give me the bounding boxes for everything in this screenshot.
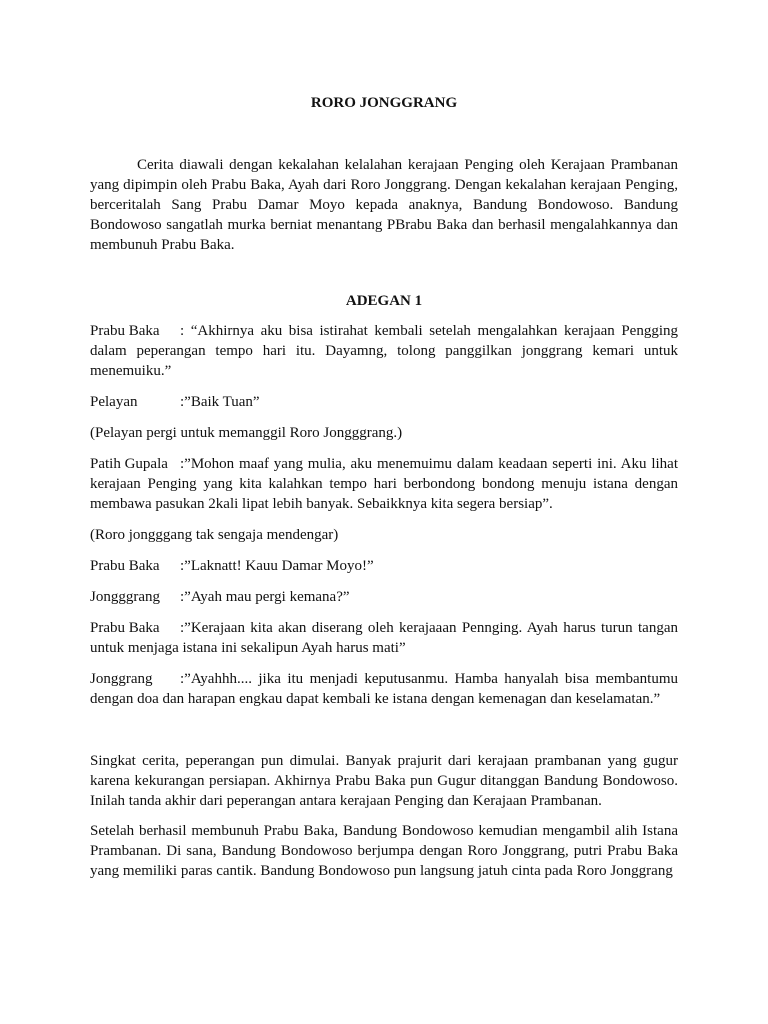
dialogue-line: [90, 556, 678, 576]
narrative-paragraph: Setelah berhasil membunuh Prabu Baka, Bandung Bondowoso kemudian mengambil alih Istana Prambanan. Di sana, Bandung Bondowoso berjumpa dengan Roro Jonggrang, putri Prabu Baka yang memiliki paras cantik. Bandung Bondowoso pun langsung jatuh cinta pada Roro Jonggrang: [90, 823, 678, 879]
speaker-name: Jonggrang: [90, 671, 153, 687]
speaker-name: Prabu Baka: [90, 620, 160, 636]
dialogue-line: [90, 587, 678, 607]
dialogue-text: :”Kerajaan kita akan diserang oleh kerajaaan Pennging. Ayah harus turun tangan untuk menjaga istana ini sekalipun Ayah harus mati”: [90, 620, 678, 656]
stage-direction: (Roro jongggang tak sengaja mendengar): [90, 527, 339, 543]
dialogue-line: [90, 618, 678, 658]
dialogue-text: :”Mohon maaf yang mulia, aku menemuimu dalam keadaan seperti ini. Aku lihat kerajaan Penging yang kita kalahkan tempo hari berbondong bondong menuju istana dengan membawa pasukan 2kali lipat lebih banyak. Sebaikknya kita segera bersiap”.: [90, 456, 678, 512]
dialogue-text: :”Laknatt! Kauu Damar Moyo!”: [180, 558, 374, 574]
scene-heading: ADEGAN 1: [345, 293, 423, 309]
speaker-name: Jongggrang: [90, 589, 160, 605]
speaker-name: Prabu Baka: [90, 558, 160, 574]
speaker-name: Prabu Baka: [90, 323, 160, 339]
speaker-name: Pelayan: [90, 394, 138, 410]
page-title: RORO JONGGRANG: [310, 95, 458, 111]
dialogue-line: [90, 454, 678, 514]
speaker-name: Patih Gupala: [90, 456, 168, 472]
dialogue-text: :”Ayah mau pergi kemana?”: [180, 589, 350, 605]
dialogue-line: [90, 321, 678, 381]
dialogue-line: [90, 669, 678, 709]
intro-paragraph: Cerita diawali dengan kekalahan kelalahan kerajaan Penging oleh Kerajaan Prambanan yang dipimpin oleh Prabu Baka, Ayah dari Roro Jonggrang. Dengan kekalahan kerajaan Penging, berceritalah Sang Prabu Damar Moyo kepada anaknya, Bandung Bondowoso. Bandung Bondowoso sangatlah murka berniat menantang PBrabu Baka dan berhasil mengalahkannya dan membunuh Prabu Baka.: [90, 157, 678, 253]
section-spacer: [90, 720, 678, 751]
dialogue-text: :”Ayahhh.... jika itu menjadi keputusanmu. Hamba hanyalah bisa membantumu dengan doa dan harapan engkau dapat kembali ke istana dengan kemenagan dan keselamatan.”: [90, 671, 678, 707]
narrative-paragraph: Singkat cerita, peperangan pun dimulai. Banyak prajurit dari kerajaan prambanan yang gugur karena kekurangan persiapan. Akhirnya Prabu Baka pun Gugur ditanggan Bandung Bondowoso. Inilah tanda akhir dari peperangan antara kerajaan Penging dan Kerajaan Prambanan.: [90, 753, 678, 809]
dialogue-text: :”Baik Tuan”: [180, 394, 260, 410]
dialogue-text: : “Akhirnya aku bisa istirahat kembali setelah mengalahkan kerajaan Pengging dalam peperangan tempo hari itu. Dayamng, tolong panggilkan jonggrang kemari untuk menemuiku.”: [90, 323, 678, 379]
stage-direction: (Pelayan pergi untuk memanggil Roro Jongggrang.): [90, 425, 403, 441]
dialogue-line: [90, 392, 678, 412]
